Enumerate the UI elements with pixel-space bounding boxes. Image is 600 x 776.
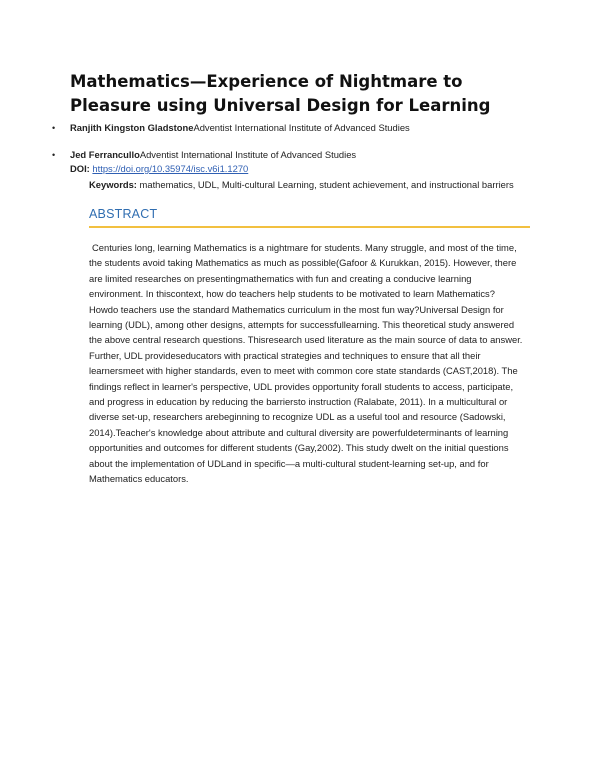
abstract-divider [89,226,530,228]
author-name: Ranjith Kingston Gladstone [70,122,194,133]
doi-label: DOI: [70,163,90,174]
keywords-label: Keywords: [89,179,137,190]
author-name: Jed Ferrancullo [70,149,140,160]
abstract-heading: ABSTRACT [89,207,158,221]
author-item [52,121,410,135]
keywords [89,178,519,192]
bullet-icon: • [52,150,56,160]
doi-row [70,162,248,175]
doi-link[interactable]: https://doi.org/10.35974/isc.v6i1.1270 [92,163,249,174]
author-affiliation: Adventist International Institute of Advanced Studies [139,149,357,160]
paper-title: Mathematics—Experience of Nightmare to Pleasure using Universal Design for Learning [70,72,491,115]
abstract-body: Centuries long, learning Mathematics is a nightmare for students. Many struggle, and most of the time, the students avoid taking Mathematics as much as possible(Gafoor & Kurukkan, 2015). However, there are limited researches on presentingmathematics with fun and creating a conducive learning environment. In thiscontext, how do teachers help students to be motivated to learn Mathematics? Howdo teachers use the standard Mathematics curriculum in the most fun way?Universal Design for learning (UDL), among other designs, attempts for successfullearning. This theoretical study answered the above central research questions. Thisresearch used literature as the main source of data to answer. Further, UDL provideseducators with practical strategies and techniques to ensure that all their learnersmeet with higher standards, even to meet with common core state standards (CAST,2018). The findings reflect in learner's perspective, UDL provides opportunity forall students to access, participate, and progress in education by reducing the barriersto instruction (Ralabate, 2011). In a multicultural or diverse set-up, researchers arebeginning to recognize UDL as a useful tool and resource (Sadowski, 2014).Teacher's knowledge about attribute and cultural diversity are powerfuldeterminants of learning opportunities and outcomes for different students (Gay,2002). This study dwelt on the initial questions about the implementation of UDLand in specific—a multi-cultural student-learning set-up, and for Mathematics educators. [89,242,523,485]
author-affiliation: Adventist International Institute of Advanced Studies [193,122,410,133]
author-item [52,148,356,162]
keywords-text: mathematics, UDL, Multi-cultural Learning, student achievement, and instructional barriers [139,179,514,190]
bullet-icon: • [52,123,56,133]
